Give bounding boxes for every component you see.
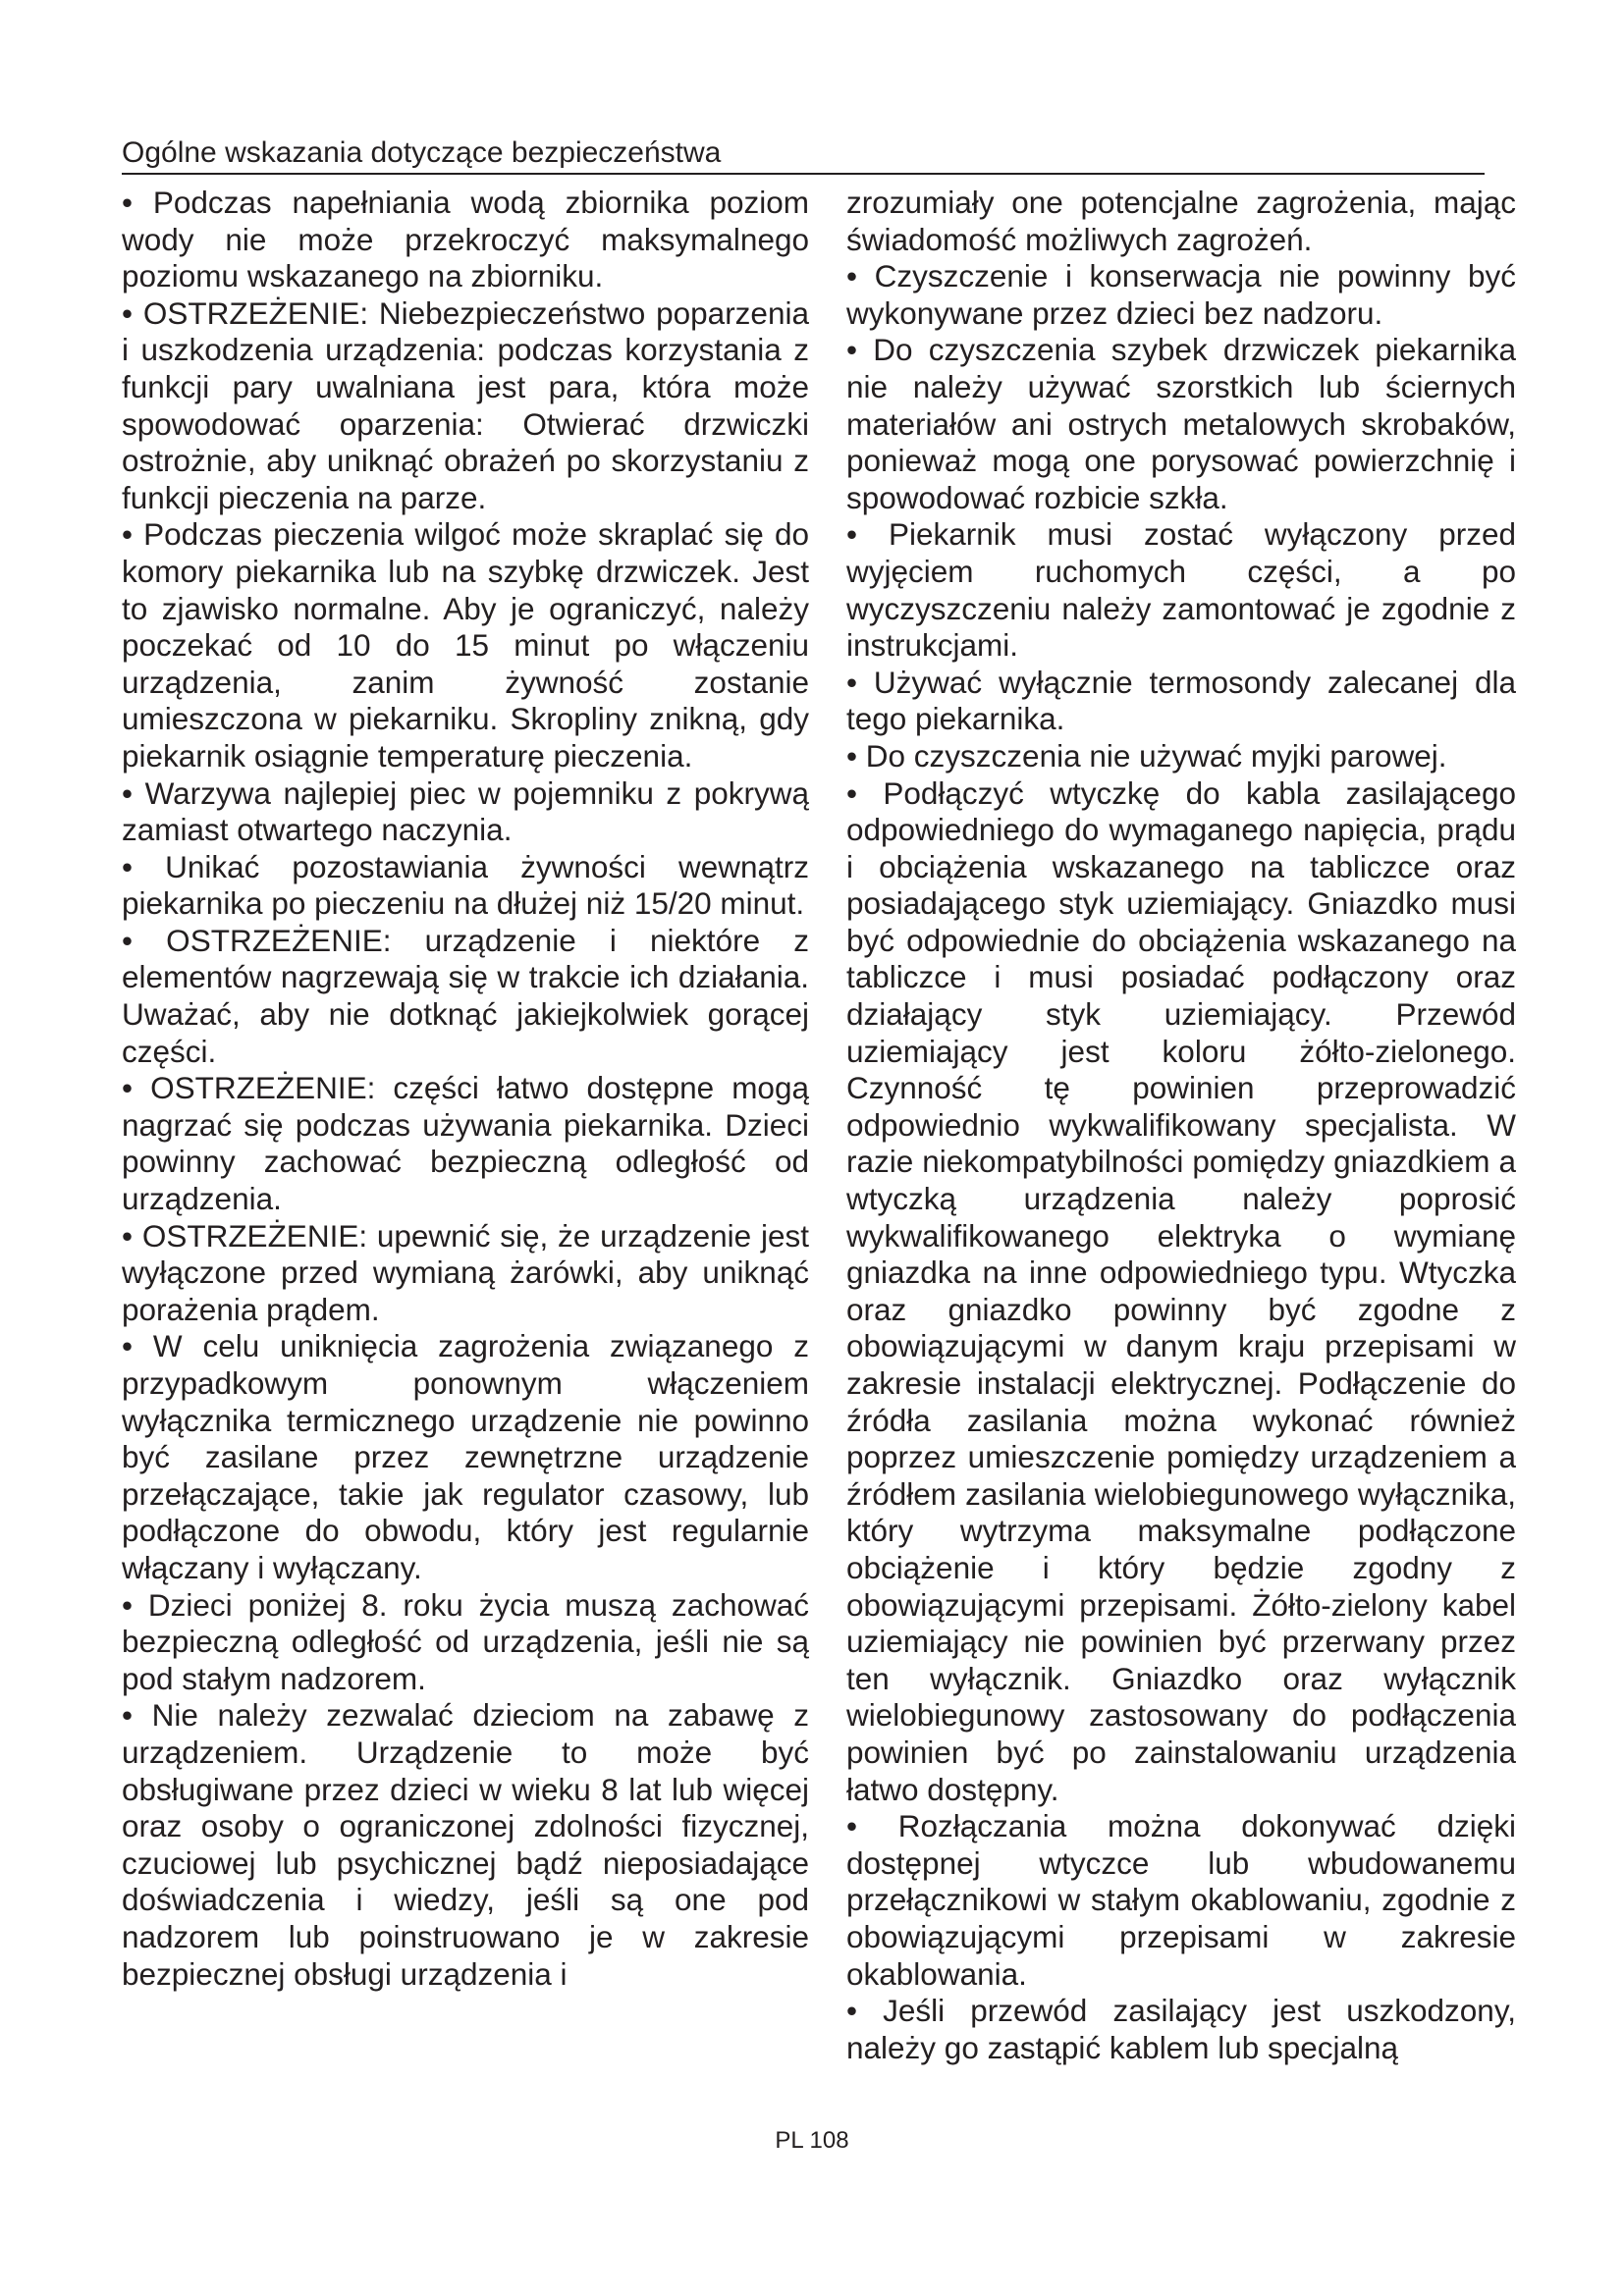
left-paragraph-1: • Podczas napełniania wodą zbiornika poziom wody nie może przekroczyć maksymalnego poziomu wskazanego na zbiorniku.	[122, 185, 809, 294]
left-paragraph-10: • Dzieci poniżej 8. roku życia muszą zachować bezpieczną odległość od urządzenia, jeśli nie są pod stałym nadzorem.	[122, 1586, 809, 1696]
left-paragraph-7: • OSTRZEŻENIE: części łatwo dostępne mogą nagrzać się podczas używania piekarnika. Dzieci powinny zachować bezpieczną odległość od urządzenia.	[122, 1070, 809, 1217]
right-paragraph-2: • Czyszczenie i konserwacja nie powinny być wykonywane przez dzieci bez nadzoru.	[846, 258, 1516, 331]
right-paragraph-4: • Piekarnik musi zostać wyłączony przed wyjęciem ruchomych części, a po wyczyszczeniu należy zamontować je zgodnie z instrukcjami.	[846, 516, 1516, 664]
left-column	[122, 185, 809, 1993]
right-paragraph-1: zrozumiały one potencjalne zagrożenia, mając świadomość możliwych zagrożeń.	[846, 185, 1516, 257]
section-title: Ogólne wskazania dotyczące bezpieczeństwa	[122, 136, 722, 169]
section-header	[122, 135, 1485, 175]
page-number: PL 108	[775, 2127, 849, 2154]
left-paragraph-5: • Unikać pozostawiania żywności wewnątrz piekarnika po pieczeniu na dłużej niż 15/20 minut.	[122, 848, 809, 922]
right-paragraph-5: • Używać wyłącznie termosondy zalecanej dla tego piekarnika.	[846, 664, 1516, 737]
left-paragraph-6: • OSTRZEŻENIE: urządzenie i niektóre z elementów nagrzewają się w trakcie ich działania. Uważać, aby nie dotknąć jakiejkolwiek gorącej części.	[122, 922, 809, 1069]
left-paragraph-9: • W celu uniknięcia zagrożenia związanego z przypadkowym ponownym włączeniem wyłącznika termicznego urządzenie nie powinno być zasilane przez zewnętrzne urządzenie przełączające, takie jak regulator czasowy, lub podłączone do obwodu, który jest regularnie włączany i wyłączany.	[122, 1328, 809, 1585]
right-paragraph-3: • Do czyszczenia szybek drzwiczek piekarnika nie należy używać szorstkich lub ściernych materiałów ani ostrych metalowych skrobaków, ponieważ mogą one porysować powierzchnię i spowodować rozbicie szkła.	[846, 332, 1516, 515]
left-paragraph-3: • Podczas pieczenia wilgoć może skraplać się do komory piekarnika lub na szybkę drzwiczek. Jest to zjawisko normalne. Aby je ograniczyć, należy poczekać od 10 do 15 minut po włączeniu urządzenia, zanim żywność zostanie umieszczona w piekarniku. Skropliny znikną, gdy piekarnik osiągnie temperaturę pieczenia.	[122, 516, 809, 774]
right-paragraph-7: • Podłączyć wtyczkę do kabla zasilającego odpowiedniego do wymaganego napięcia, prądu i obciążenia wskazanego na tabliczce oraz posiadającego styk uziemiający. Gniazdko musi być odpowiednie do obciążenia wskazanego na tabliczce i musi posiadać podłączony oraz działający styk uziemiający. Przewód uziemiający jest koloru żółto-zielonego. Czynność tę powinien przeprowadzić odpowiednio wykwalifikowany specjalista. W razie niekompatybilności pomiędzy gniazdkiem a wtyczką urządzenia należy poprosić wykwalifikowanego elektryka o wymianę gniazdka na inne odpowiedniego typu. Wtyczka oraz gniazdko powinny być zgodne z obowiązującymi w danym kraju przepisami w zakresie instalacji elektrycznej. Podłączenie do źródła zasilania można wykonać również poprzez umieszczenie pomiędzy urządzeniem a źródłem zasilania wielobiegunowego wyłącznika, który wytrzyma maksymalne podłączone obciążenie i który będzie zgodny z obowiązującymi przepisami. Żółto-zielony kabel uziemiający nie powinien być przerwany przez ten wyłącznik. Gniazdko oraz wyłącznik wielobiegunowy zastosowany do podłączenia powinien być po zainstalowaniu urządzenia łatwo dostępny.	[846, 774, 1516, 1807]
left-paragraph-2: • OSTRZEŻENIE: Niebezpieczeństwo poparzenia i uszkodzenia urządzenia: podczas korzystania z funkcji pary uwalniana jest para, która może spowodować oparzenia: Otwierać drzwiczki ostrożnie, aby uniknąć obrażeń po skorzystaniu z funkcji pieczenia na parze.	[122, 294, 809, 515]
right-paragraph-9: • Jeśli przewód zasilający jest uszkodzony, należy go zastąpić kablem lub specjalną	[846, 1993, 1516, 2065]
left-paragraph-8: • OSTRZEŻENIE: upewnić się, że urządzenie jest wyłączone przed wymianą żarówki, aby uniknąć porażenia prądem.	[122, 1217, 809, 1327]
right-paragraph-8: • Rozłączania można dokonywać dzięki dostępnej wtyczce lub wbudowanemu przełącznikowi w stałym okablowaniu, zgodnie z obowiązującymi przepisami w zakresie okablowania.	[846, 1808, 1516, 1992]
right-paragraph-6: • Do czyszczenia nie używać myjki parowej.	[846, 737, 1447, 774]
right-column	[846, 185, 1516, 2066]
left-paragraph-4: • Warzywa najlepiej piec w pojemniku z pokrywą zamiast otwartego naczynia.	[122, 774, 809, 848]
left-paragraph-11: • Nie należy zezwalać dzieciom na zabawę z urządzeniem. Urządzenie to może być obsługiwane przez dzieci w wieku 8 lat lub więcej oraz osoby o ograniczonej zdolności fizycznej, czuciowej lub psychicznej bądź nieposiadające doświadczenia i wiedzy, jeśli są one pod nadzorem lub poinstruowano je w zakresie bezpiecznej obsługi urządzenia i	[122, 1697, 809, 1992]
